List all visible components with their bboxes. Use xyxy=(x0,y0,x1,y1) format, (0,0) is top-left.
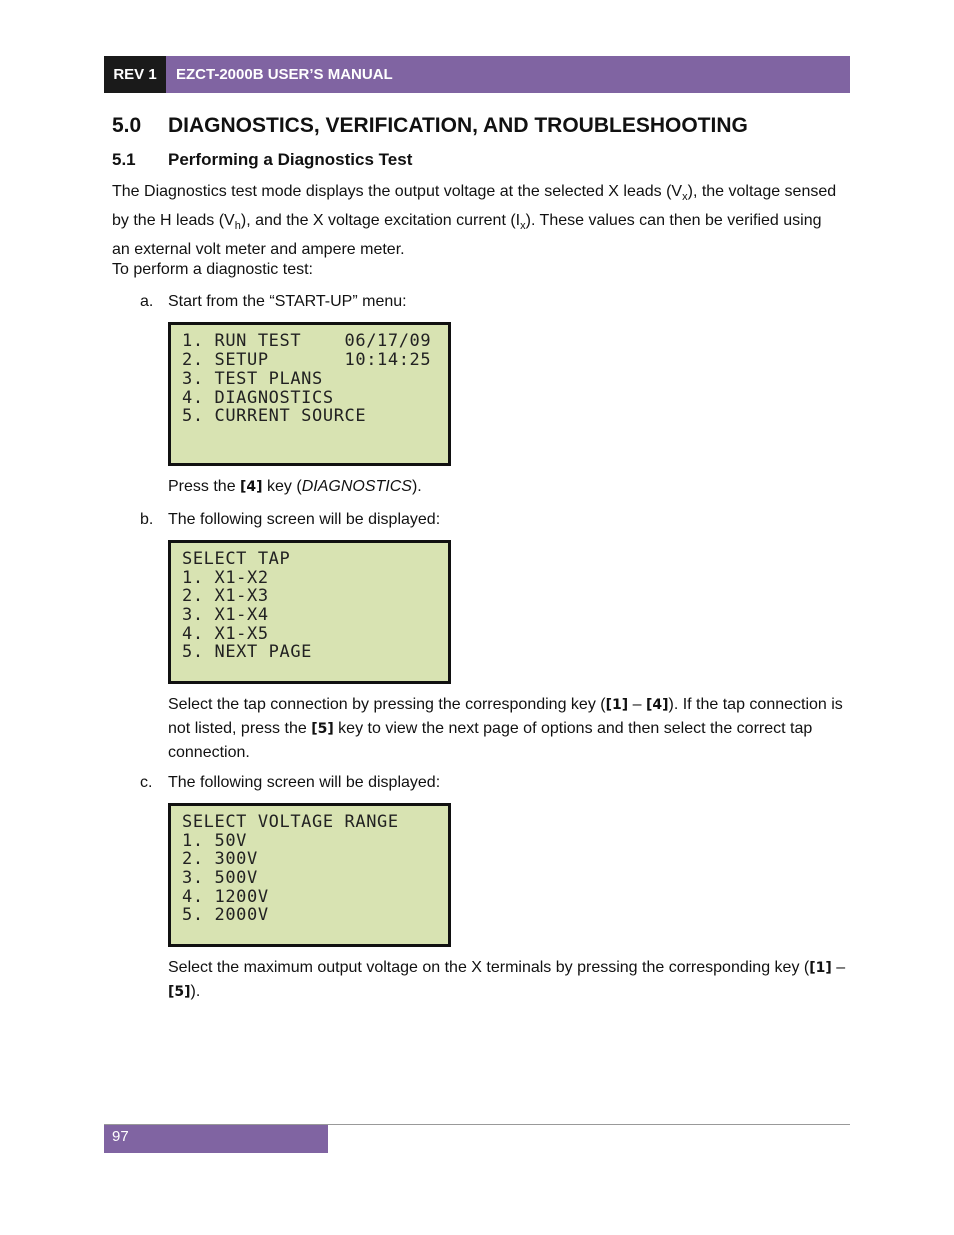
voltage-note-dash: – xyxy=(831,959,846,976)
subsection-title: Performing a Diagnostics Test xyxy=(168,150,413,169)
step-b xyxy=(140,508,440,531)
lcd-line: 1. X1-X2 xyxy=(182,568,269,588)
lcd-screen-voltage-range xyxy=(168,803,451,947)
key-5: [5] xyxy=(168,984,191,1000)
step-b-text: The following screen will be displayed: xyxy=(168,511,441,528)
section-title: DIAGNOSTICS, VERIFICATION, AND TROUBLESHOOTING xyxy=(168,114,748,137)
section-heading xyxy=(112,114,748,138)
step-c-text: The following screen will be displayed: xyxy=(168,774,441,791)
step-b-label: b. xyxy=(140,511,154,528)
voltage-note xyxy=(168,956,848,1004)
key-4: [4] xyxy=(645,697,669,713)
manual-title: EZCT-2000B USER’S MANUAL xyxy=(176,66,393,83)
tap-note-text-2: ). If the tap connection is not listed, press the xyxy=(168,696,843,737)
lcd-line: 3. X1-X4 xyxy=(182,605,269,625)
tap-note-text-1: Select the tap connection by pressing the corresponding key ( xyxy=(168,696,606,713)
lcd-line: 5. CURRENT SOURCE xyxy=(182,406,367,426)
intro-sub-1: x xyxy=(682,191,688,204)
section-number: 5.0 xyxy=(112,114,142,137)
press-4-italic: DIAGNOSTICS xyxy=(301,478,412,495)
key-5: [5] xyxy=(311,721,334,737)
intro-text-2: ), the voltage sensed by the H leads (V xyxy=(112,183,837,230)
lcd-line: 2. X1-X3 xyxy=(182,586,269,606)
lcd-line: 5. 2000V xyxy=(182,905,269,925)
step-a-label: a. xyxy=(140,293,154,310)
subsection-heading xyxy=(112,150,412,170)
intro-text-4: ). These values can then be verified using an external volt meter and ampere meter. xyxy=(112,212,822,259)
tap-note xyxy=(168,693,848,764)
intro-paragraph xyxy=(112,180,842,261)
page-number: 97 xyxy=(104,1125,328,1153)
lcd-line: 2. SETUP 10:14:25 xyxy=(182,350,432,370)
lcd-line: 2. 300V xyxy=(182,849,258,869)
step-a-text: Start from the “START-UP” menu: xyxy=(168,293,407,310)
key-4: [4] xyxy=(240,479,263,495)
lcd-line: SELECT TAP xyxy=(182,549,291,569)
tap-note-dash: – xyxy=(628,696,646,713)
revision-label: REV 1 xyxy=(104,56,166,93)
intro-text-3: ), and the X voltage excitation current (I xyxy=(240,212,521,230)
step-c-label: c. xyxy=(140,774,153,791)
subsection-number: 5.1 xyxy=(112,150,136,169)
lcd-screen-startup xyxy=(168,322,451,466)
intro-sub-2: h xyxy=(234,220,241,233)
key-1: [1] xyxy=(605,697,629,713)
intro-text-1: The Diagnostics test mode displays the output voltage at the selected X leads (V xyxy=(112,183,683,200)
page-header xyxy=(104,56,850,93)
lcd-line: SELECT VOLTAGE RANGE xyxy=(182,812,399,832)
tap-note-text-3: key to view the next page of options and then select the correct tap connection. xyxy=(168,720,813,761)
lcd-line: 4. X1-X5 xyxy=(182,624,269,644)
press-4-pre: Press the xyxy=(168,478,241,495)
voltage-note-text-1: Select the maximum output voltage on the X terminals by pressing the corresponding key ( xyxy=(168,959,810,976)
intro-sub-3: x xyxy=(520,220,526,233)
lcd-screen-select-tap xyxy=(168,540,451,684)
lcd-line: 5. NEXT PAGE xyxy=(182,642,313,662)
step-c xyxy=(140,771,440,794)
press-4-note xyxy=(168,475,848,499)
press-4-post: ). xyxy=(411,478,422,495)
step-a xyxy=(140,290,407,313)
press-4-mid: key ( xyxy=(262,478,302,495)
voltage-note-text-2: ). xyxy=(190,983,201,1000)
lcd-line: 1. 50V xyxy=(182,831,248,851)
lcd-line: 4. 1200V xyxy=(182,887,269,907)
lcd-line: 3. TEST PLANS xyxy=(182,369,323,389)
lcd-line: 4. DIAGNOSTICS xyxy=(182,388,334,408)
lcd-line: 3. 500V xyxy=(182,868,258,888)
lcd-line: 1. RUN TEST 06/17/09 xyxy=(182,331,432,351)
to-perform-text: To perform a diagnostic test: xyxy=(112,261,313,278)
key-1: [1] xyxy=(809,960,832,976)
